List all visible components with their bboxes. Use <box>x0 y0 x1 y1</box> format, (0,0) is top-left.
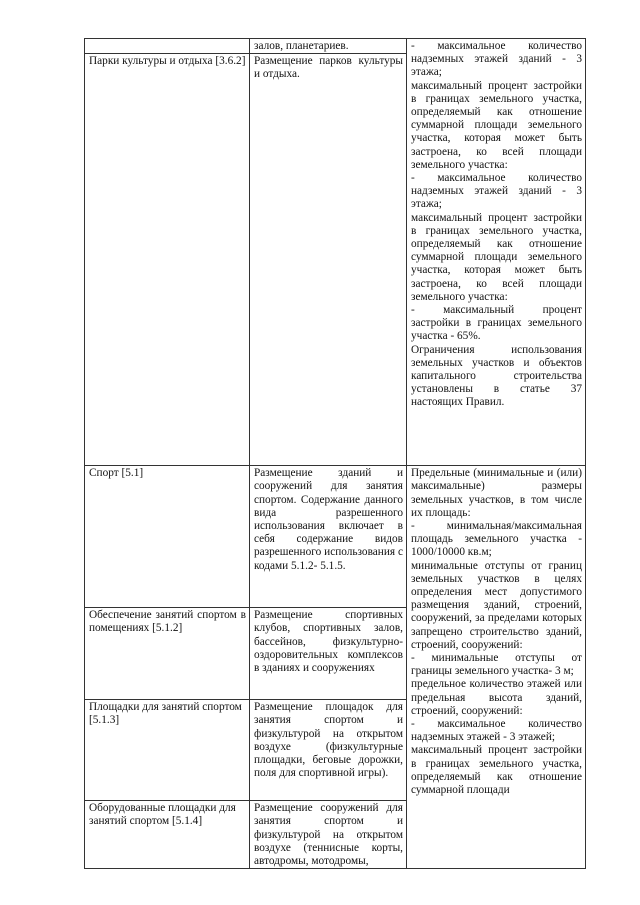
param-paragraph: предельное количество этажей или предельная высота зданий, строений, сооружений: <box>411 678 582 717</box>
table-row <box>85 466 586 608</box>
use-description: залов, планетариев. <box>254 40 349 52</box>
use-description: Размещение зданий и сооружений для занятия спортом. Содержание данного вида разрешенного использования включает в себя содержание видов разрешенного использования с кодами 5.1.2- 5.1.5. <box>254 467 403 572</box>
use-description: Размещение парков культуры и отдыха. <box>254 55 403 81</box>
use-description-cell <box>250 801 407 869</box>
use-description-cell <box>250 608 407 700</box>
params-cell <box>407 466 586 869</box>
use-name: Оборудованные площадки для занятий спортом [5.1.4] <box>89 802 236 828</box>
use-name: Парки культуры и отдыха [3.6.2] <box>89 55 246 68</box>
params-cell <box>407 39 586 466</box>
use-description: Размещение спортивных клубов, спортивных залов, бассейнов, физкультурно-оздоровительных комплексов в зданиях и сооружениях <box>254 609 403 675</box>
param-paragraph: - минимальная/максимальная площадь земельного участка - 1000/10000 кв.м; <box>411 520 582 559</box>
param-paragraph: - минимальные отступы от границы земельного участка- 3 м; <box>411 652 582 678</box>
use-description-cell <box>250 700 407 801</box>
use-description-cell <box>250 39 407 54</box>
param-paragraph: - максимальное количество надземных этажей зданий - 3 этажа; <box>411 40 582 79</box>
param-paragraph: максимальный процент застройки в границах земельного участка, определяемый как отношение суммарной площади земельного участка, которая может быть застроена, ко всей площади земельного участка: <box>411 211 582 303</box>
param-paragraph: максимальный процент застройки в границах земельного участка, определяемый как отношение суммарной площади земельного участка, которая может быть застроена, ко всей площади земельного участка: <box>411 79 582 171</box>
use-description: Размещение площадок для занятия спортом и физкультурой на открытом воздухе (физкультурные площадки, беговые дорожки, поля для спортивной игры). <box>254 701 403 780</box>
use-name: Площадки для занятий спортом [5.1.3] <box>89 701 242 727</box>
use-description: Размещение сооружений для занятия спортом и физкультурой на открытом воздухе (теннисные корты, автодромы, мотодромы, <box>254 802 403 868</box>
param-paragraph: - максимальное количество надземных этажей - 3 этажей; <box>411 718 582 744</box>
use-name-cell <box>85 608 250 700</box>
use-description-cell <box>250 466 407 608</box>
param-paragraph: максимальный процент застройки в границах земельного участка, определяемый как отношение суммарной площади <box>411 744 582 797</box>
use-name-cell <box>85 466 250 608</box>
use-name-cell <box>85 39 250 54</box>
use-description-cell <box>250 54 407 466</box>
use-name: Обеспечение занятий спортом в помещениях [5.1.2] <box>89 609 246 635</box>
param-paragraph: Предельные (минимальные и (или) максимальные) размеры земельных участков, в том числе их площадь: <box>411 467 582 519</box>
param-paragraph: - максимальный процент застройки в границах земельного участка - 65%. <box>411 304 582 343</box>
param-paragraph: - максимальное количество надземных этажей зданий - 3 этажа; <box>411 172 582 211</box>
table-row <box>85 39 586 54</box>
use-name-cell <box>85 801 250 869</box>
use-name: Спорт [5.1] <box>89 467 144 480</box>
param-paragraph: минимальные отступы от границ земельных участков в целях определения мест допустимого размещения зданий, строений, сооружений, за пределами которых запрещено строительство зданий, строений, сооружений: <box>411 559 582 651</box>
use-name-cell <box>85 700 250 801</box>
use-name-cell <box>85 54 250 466</box>
land-use-table <box>84 38 586 869</box>
param-paragraph: Ограничения использования земельных участков и объектов капитального строительства установлены в статье 37 настоящих Правил. <box>411 343 582 409</box>
